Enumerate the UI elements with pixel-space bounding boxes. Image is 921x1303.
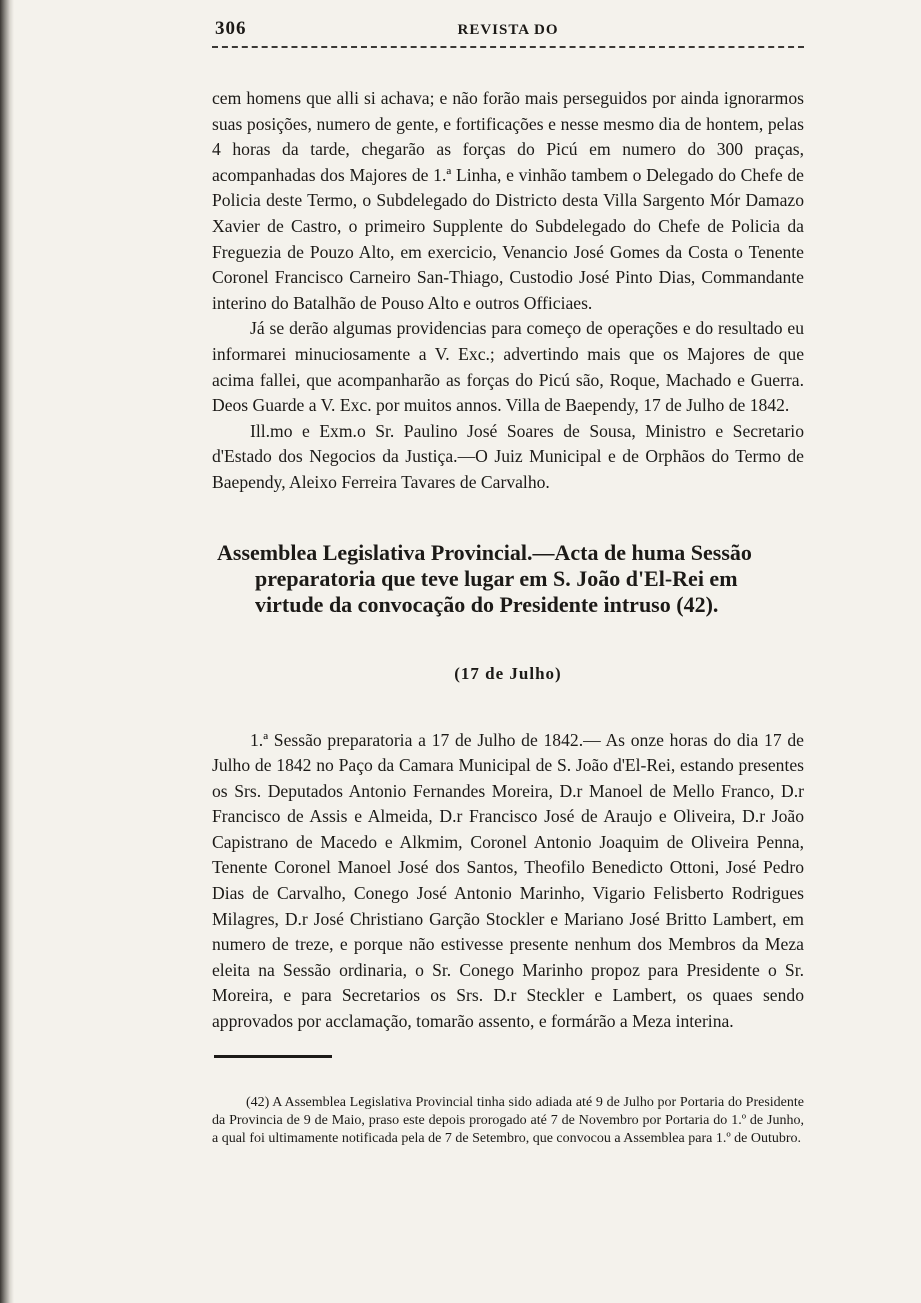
running-head: REVISTA DO (457, 22, 559, 38)
body-text (212, 86, 804, 496)
document-page (212, 14, 804, 1148)
footnote: (42) A Assemblea Legislativa Provincial tinha sido adiada até 9 de Julho por Portaria do Presidente da Provincia de 9 de Maio, praso este depois prorogado até 7 de Novembro por Portaria do 1.º de Junho, a qual foi ultimamente notificada pela de 7 de Setembro, que convocou a Assemblea para 1.º de Outubro. (212, 1094, 804, 1146)
book-binding-edge (0, 0, 14, 1303)
page-number: 306 (215, 18, 247, 39)
paragraph-providencias: Já se derão algumas providencias para começo de operações e do resultado eu informarei minuciosamente a V. Exc.; advertindo mais que os Majores de que acima fallei, que acompanharão as forças do Picú são, Roque, Machado e Guerra. Deos Guarde a V. Exc. por muitos annos. Villa de Baependy, 17 de Julho de 1842. (212, 318, 804, 416)
date-heading: (17 de Julho) (454, 663, 562, 683)
page-header (212, 14, 804, 50)
paragraph-continued: cem homens que alli si achava; e não forão mais perseguidos por ainda ignorarmos suas posições, numero de gente, e fortificações e nesse mesmo dia de hontem, pelas 4 horas da tarde, chegarão as forças do Picú em numero do 300 praças, acompanhadas dos Majores de 1.ª Linha, e vinhão tambem o Delegado do Chefe de Policia deste Termo, o Subdelegado do Districto desta Villa Sargento Mór Damazo Xavier de Castro, o primeiro Supplente do Subdelegado do Chefe de Policia da Freguezia de Pouzo Alto, em exercicio, Venancio José Gomes da Costa o Tenente Coronel Francisco Carneiro San-Thiago, Custodio José Pinto Dias, Commandante interino do Batalhão de Pouso Alto e outros Officiaes. (212, 88, 804, 313)
footnote-rule (214, 1055, 332, 1058)
section-title: Assemblea Legislativa Provincial.—Acta de huma Sessão preparatoria que teve lugar em S. João d'El-Rei em virtude da convocação do Presidente intruso (42). (217, 539, 752, 617)
header-rule (212, 46, 804, 48)
paragraph-addressee: Ill.mo e Exm.o Sr. Paulino José Soares de Sousa, Ministro e Secretario d'Estado dos Negocios da Justiça.—O Juiz Municipal e de Orphãos do Termo de Baependy, Aleixo Ferreira Tavares de Carvalho. (212, 420, 804, 492)
session-paragraph: 1.ª Sessão preparatoria a 17 de Julho de 1842.— As onze horas do dia 17 de Julho de 1842 no Paço da Camara Municipal de S. João d'El-Rei, estando presentes os Srs. Deputados Antonio Fernandes Moreira, D.r Manoel de Mello Franco, D.r Francisco de Assis e Almeida, D.r Francisco José de Araujo e Oliveira, D.r João Capistrano de Macedo e Alkmim, Coronel Antonio Joaquim de Oliveira Penna, Tenente Coronel Manoel José dos Santos, Theofilo Benedicto Ottoni, José Pedro Dias de Carvalho, Conego José Antonio Marinho, Vigario Felisberto Rodrigues Milagres, D.r José Christiano Garção Stockler e Mariano José Britto Lambert, em numero de treze, e porque não estivesse presente nenhum dos Membros da Meza eleita na Sessão ordinaria, o Sr. Conego Marinho propoz para Presidente o Sr. Moreira, e para Secretarios os Srs. D.r Steckler e Lambert, os quaes sendo approvados por acclamação, tomarão assento, e formárão a Meza interina. (212, 729, 804, 1032)
